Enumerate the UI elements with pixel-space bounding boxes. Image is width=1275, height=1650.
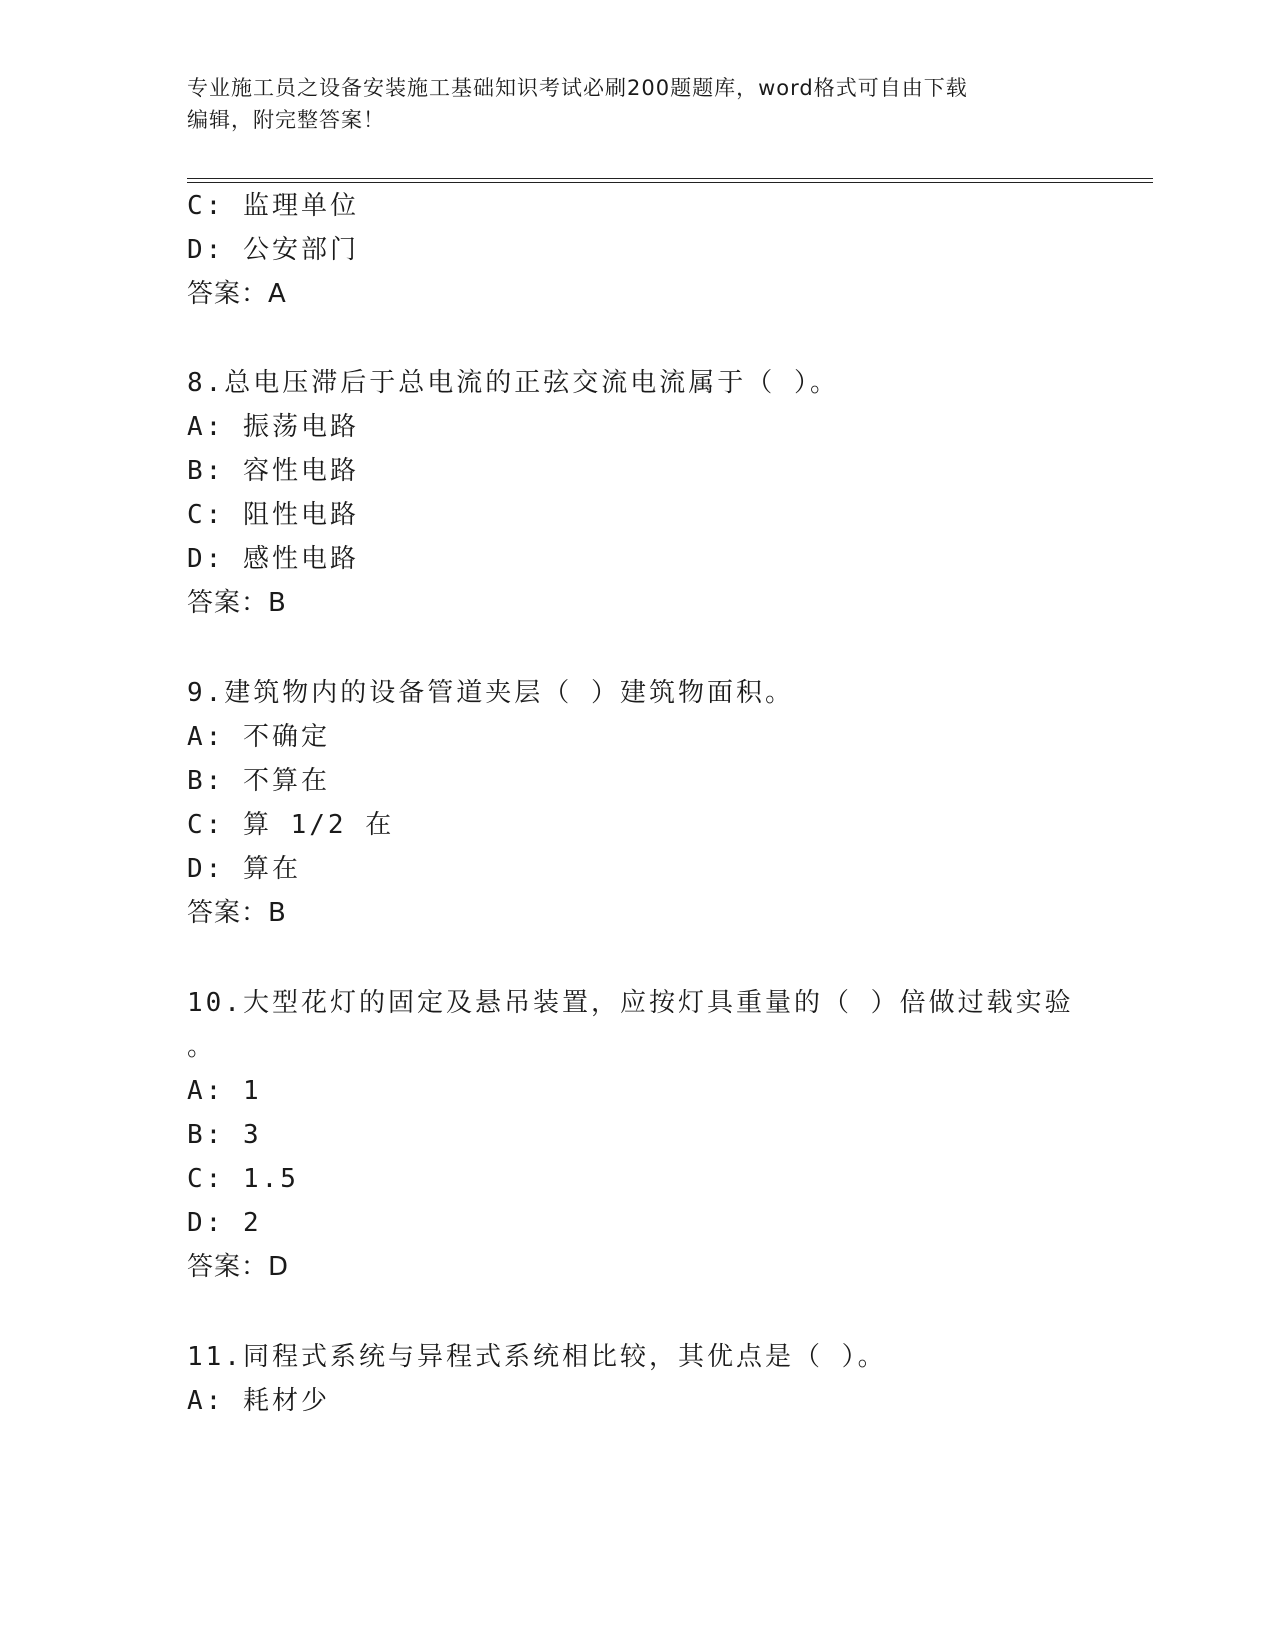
q8-stem: 8.总电压滞后于总电流的正弦交流电流属于（ ）。	[187, 368, 839, 398]
q10-stem-continuation: 。	[187, 1032, 217, 1062]
q10-stem: 10.大型花灯的固定及悬吊装置，应按灯具重量的（ ）倍做过载实验	[187, 988, 1074, 1018]
q8-answer: 答案：B	[187, 588, 287, 618]
q8-option-d: D: 感性电路	[187, 544, 359, 574]
q10-option-a: A: 1	[187, 1076, 262, 1106]
header-line-2: 编辑，附完整答案！	[187, 108, 385, 132]
q7-option-c: C: 监理单位	[187, 191, 359, 221]
q7-answer: 答案：A	[187, 279, 287, 309]
q10-option-d: D: 2	[187, 1208, 262, 1238]
q9-option-b: B: 不算在	[187, 766, 330, 796]
q9-option-d: D: 算在	[187, 854, 301, 884]
q8-option-c: C: 阻性电路	[187, 500, 359, 530]
q8-option-a: A: 振荡电路	[187, 412, 359, 442]
q11-option-a: A: 耗材少	[187, 1386, 330, 1416]
q9-option-c: C: 算 1/2 在	[187, 810, 395, 840]
q10-option-c: C: 1.5	[187, 1164, 299, 1194]
header-rule-top	[187, 178, 1153, 179]
q7-option-d: D: 公安部门	[187, 235, 359, 265]
q9-option-a: A: 不确定	[187, 722, 330, 752]
q9-answer: 答案：B	[187, 898, 287, 928]
q11-stem: 11.同程式系统与异程式系统相比较，其优点是（ ）。	[187, 1342, 887, 1372]
q10-answer: 答案：D	[187, 1252, 290, 1282]
header-line-1: 专业施工员之设备安装施工基础知识考试必刷200题题库，word格式可自由下载	[187, 76, 968, 100]
document-header	[187, 72, 1087, 136]
q9-stem: 9.建筑物内的设备管道夹层（ ）建筑物面积。	[187, 678, 794, 708]
q8-option-b: B: 容性电路	[187, 456, 359, 486]
q10-option-b: B: 3	[187, 1120, 262, 1150]
header-rule-bottom	[187, 182, 1153, 183]
